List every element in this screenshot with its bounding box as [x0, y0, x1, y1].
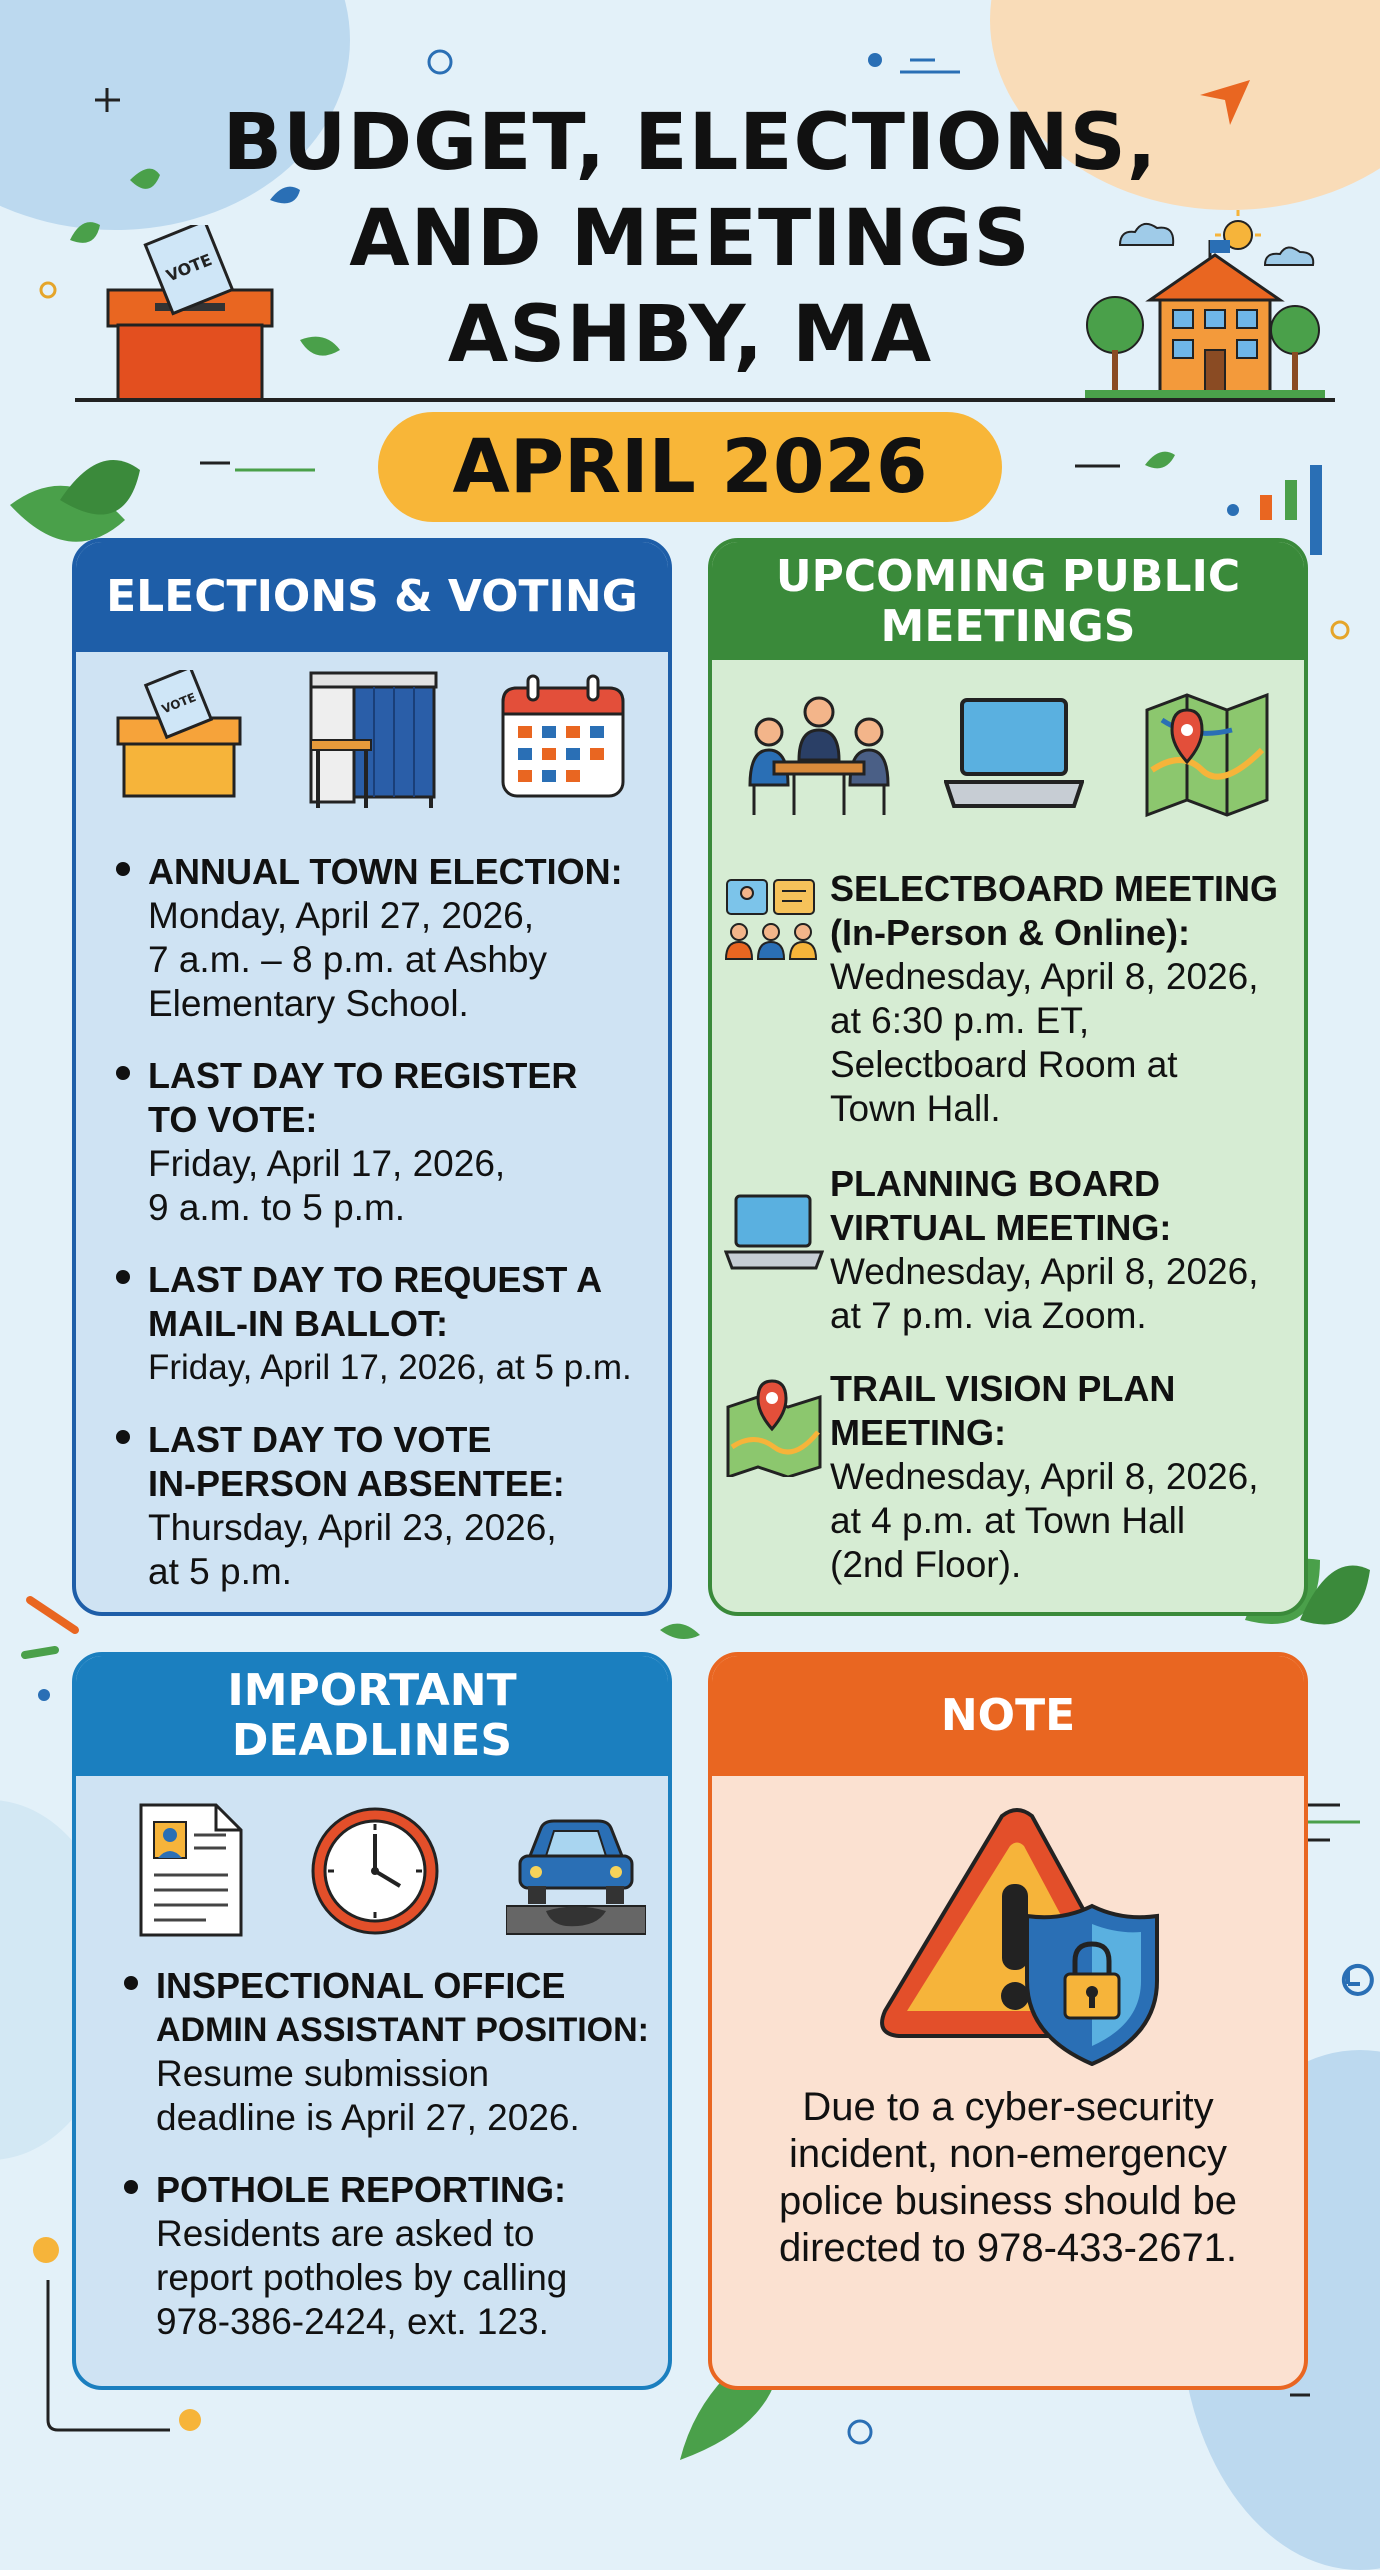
laptop-icon — [944, 694, 1084, 814]
meetings-heading-line-2: MEETINGS — [880, 601, 1136, 652]
item-title-line: MEETING: — [830, 1412, 1006, 1453]
item-body-line: at 6:30 p.m. ET, — [830, 1000, 1090, 1041]
note-card — [708, 1652, 1308, 2390]
item-title-line: ADMIN ASSISTANT POSITION: — [156, 2011, 649, 2049]
deadlines-heading — [76, 1656, 668, 1776]
item-title-line: TO VOTE: — [148, 1099, 318, 1140]
bullet-dot — [116, 1066, 130, 1080]
date-badge: APRIL 2026 — [378, 412, 1002, 522]
meetings-card — [708, 538, 1308, 1616]
note-body — [712, 2084, 1304, 2272]
item-title-line: LAST DAY TO REGISTER — [148, 1055, 578, 1096]
ballot-vote-text: VOTE — [159, 690, 199, 717]
deadlines-heading-line-1: IMPORTANT — [227, 1665, 517, 1716]
title-line-2: AND MEETINGS — [349, 194, 1031, 284]
item-body-line: Wednesday, April 8, 2026, — [830, 1251, 1259, 1292]
item-body-line: report potholes by calling — [156, 2257, 568, 2298]
elections-card — [72, 538, 672, 1616]
item-title-line: SELECTBOARD MEETING — [830, 868, 1279, 909]
item-body-line: Friday, April 17, 2026, — [148, 1143, 506, 1184]
item-title-line: IN-PERSON ABSENTEE: — [148, 1463, 565, 1504]
item-body-line: (2nd Floor). — [830, 1544, 1022, 1585]
note-line: directed to 978-433-2671. — [778, 2226, 1238, 2270]
meetings-heading — [712, 542, 1304, 660]
item-body-line: Wednesday, April 8, 2026, — [830, 1456, 1259, 1497]
meetings-heading-line-1: UPCOMING PUBLIC — [775, 551, 1241, 602]
map-pin-icon — [724, 1377, 824, 1477]
item-title-line: LAST DAY TO VOTE — [148, 1419, 492, 1460]
item-title-line: MAIL-IN BALLOT: — [148, 1303, 448, 1344]
item-body-line: Thursday, April 23, 2026, — [148, 1507, 557, 1548]
item-title-line: POTHOLE REPORTING: — [156, 2169, 567, 2210]
voting-booth-icon — [306, 668, 446, 818]
item-body-line: Elementary School. — [148, 983, 469, 1024]
list-item — [156, 1964, 672, 2140]
item-body-line: at 4 p.m. at Town Hall — [830, 1500, 1186, 1541]
bullet-dot — [124, 1976, 138, 1990]
warning-shield-lock-icon — [877, 1806, 1167, 2066]
ballot-vote-text: VOTE — [163, 249, 215, 286]
bullet-dot — [116, 1430, 130, 1444]
item-title-line: VIRTUAL MEETING: — [830, 1207, 1172, 1248]
elections-list — [148, 850, 668, 1594]
item-body-line: Monday, April 27, 2026, — [148, 895, 535, 936]
item-body-line: Residents are asked to — [156, 2213, 535, 2254]
page-title — [0, 95, 1380, 383]
item-body-line: Friday, April 17, 2026, at 5 p.m. — [148, 1348, 632, 1387]
meeting-text — [830, 1162, 1308, 1338]
list-item — [148, 1054, 668, 1230]
note-line: incident, non-emergency — [788, 2132, 1228, 2176]
meeting-table-icon — [744, 690, 894, 820]
note-line: police business should be — [778, 2179, 1238, 2223]
car-pothole-icon — [506, 1806, 646, 1936]
title-line-3: ASHBY, MA — [447, 290, 933, 380]
item-body-line: Resume submission — [156, 2053, 490, 2094]
item-title: ANNUAL TOWN ELECTION: — [148, 851, 623, 892]
list-item — [148, 1418, 668, 1594]
deadlines-heading-line-2: DEADLINES — [231, 1715, 513, 1766]
item-title-line: TRAIL VISION PLAN — [830, 1368, 1176, 1409]
bullet-dot — [116, 862, 130, 876]
resume-document-icon — [136, 1800, 246, 1940]
item-title-line: INSPECTIONAL OFFICE — [156, 1965, 566, 2006]
meeting-text — [830, 867, 1308, 1131]
list-item — [148, 850, 668, 1026]
item-body-line: 978-386-2424, ext. 123. — [156, 2301, 549, 2342]
map-icon — [1142, 690, 1272, 820]
item-body-line: Wednesday, April 8, 2026, — [830, 956, 1259, 997]
meeting-text — [830, 1367, 1308, 1587]
ballot-box-icon — [114, 670, 244, 800]
item-title-line: PLANNING BOARD — [830, 1163, 1160, 1204]
video-conference-icon — [724, 877, 819, 962]
title-divider — [75, 398, 1335, 402]
item-body-line: at 5 p.m. — [148, 1551, 292, 1592]
item-body-line: 9 a.m. to 5 p.m. — [148, 1187, 406, 1228]
list-item — [148, 1258, 668, 1390]
note-heading: NOTE — [712, 1656, 1304, 1776]
bullet-dot — [116, 1270, 130, 1284]
deadlines-card — [72, 1652, 672, 2390]
title-line-1: BUDGET, ELECTIONS, — [222, 98, 1158, 188]
calendar-icon — [498, 674, 628, 800]
item-body-line: 7 a.m. – 8 p.m. at Ashby — [148, 939, 547, 980]
item-title-line: LAST DAY TO REQUEST A — [148, 1259, 603, 1300]
list-item — [156, 2168, 672, 2344]
note-line: Due to a cyber-security — [802, 2085, 1214, 2129]
item-body-line: at 7 p.m. via Zoom. — [830, 1295, 1147, 1336]
item-body-line: Selectboard Room at — [830, 1044, 1178, 1085]
item-title-line: (In-Person & Online): — [830, 912, 1190, 953]
laptop-icon — [724, 1192, 824, 1272]
item-body-line: Town Hall. — [830, 1088, 1001, 1129]
clock-icon — [308, 1804, 442, 1938]
bullet-dot — [124, 2180, 138, 2194]
elections-heading: ELECTIONS & VOTING — [76, 542, 668, 652]
item-body-line: deadline is April 27, 2026. — [156, 2097, 580, 2138]
deadlines-list — [156, 1964, 672, 2344]
